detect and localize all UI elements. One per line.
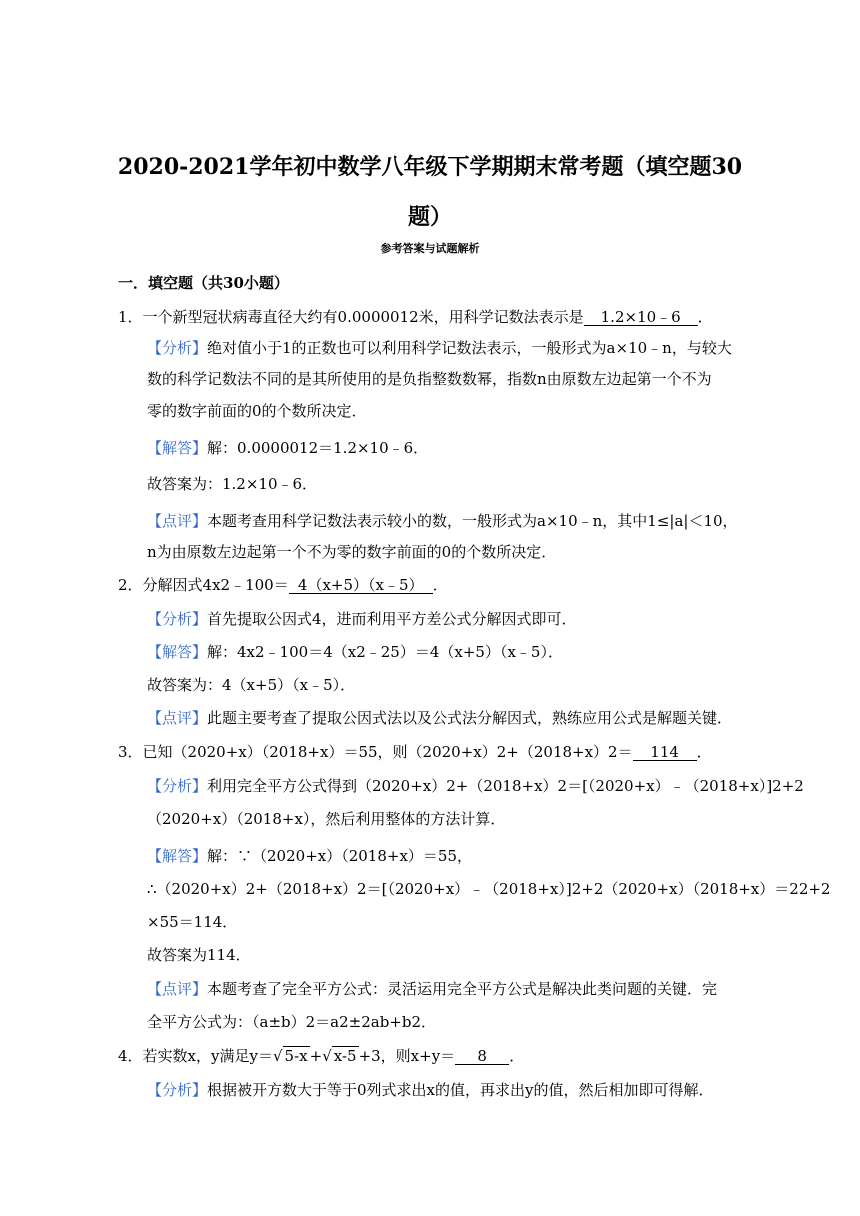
- radicand-2: x-5: [333, 1047, 357, 1065]
- document-subtitle: 参考答案与试题解析: [380, 242, 480, 255]
- q3-comment: [147, 979, 717, 999]
- analysis-tag: 【分析】: [147, 339, 208, 357]
- comment-text: 此题主要考查了提取公因式法以及公式法分解因式，熟练应用公式是解题关键．: [207, 709, 733, 727]
- q1-final-answer: 故答案为：1.2×10﹣6．: [147, 475, 318, 493]
- answer-blank: 8: [455, 1048, 509, 1065]
- comment-tag: 【点评】: [147, 709, 208, 727]
- q2-final-answer: 故答案为：4（x+5）（x﹣5）．: [147, 676, 356, 694]
- radicand-1: 5-x: [284, 1047, 308, 1065]
- question-stem: 已知（2020+x）（2018+x）＝55，则（2020+x）2+（2018+x）2＝: [142, 743, 633, 761]
- analysis-text: 绝对值小于1的正数也可以利用科学记数法表示，一般形式为a×10﹣n，与较大: [207, 339, 732, 357]
- question-4: 4．若实数x，y满足y＝√ 5-x +√ x-5 +3，则x+y＝ 8 ．: [118, 1047, 525, 1065]
- solution-text: 解：4x2﹣100＝4（x2﹣25）＝4（x+5）（x﹣5）．: [207, 643, 563, 661]
- question-stem: 一个新型冠状病毒直径大约有0.0000012米，用科学记数法表示是: [142, 308, 584, 326]
- analysis-tag: 【分析】: [147, 1081, 208, 1099]
- analysis-tag: 【分析】: [147, 610, 208, 628]
- question-stem: 分解因式4x2﹣100＝: [142, 576, 289, 594]
- section-heading: 一．填空题（共30小题）: [118, 274, 289, 292]
- comment-tag: 【点评】: [147, 512, 208, 530]
- q1-solution: [147, 438, 428, 458]
- square-root-2: √ x-5: [322, 1047, 357, 1065]
- q3-final-answer: 故答案为114．: [147, 946, 251, 964]
- q3-solution: [147, 846, 472, 866]
- solution-tag: 【解答】: [147, 847, 208, 865]
- question-3: 3．已知（2020+x）（2018+x）＝55，则（2020+x）2+（2018+x）2＝ 114 ．: [118, 743, 712, 761]
- q3-analysis: [147, 776, 804, 796]
- question-number: 1．: [118, 308, 143, 326]
- analysis-text: 首先提取公因式4，进而利用平方差公式分解因式即可．: [207, 610, 577, 628]
- analysis-text: 利用完全平方公式得到（2020+x）2+（2018+x）2＝[（2020+x）﹣（2018+x）]2+2: [207, 777, 804, 795]
- comment-tag: 【点评】: [147, 980, 208, 998]
- answer-blank: 114: [633, 744, 697, 761]
- q1-analysis-line3: 零的数字前面的0的个数所决定．: [147, 402, 367, 420]
- q2-comment: [147, 708, 732, 728]
- analysis-tag: 【分析】: [147, 777, 208, 795]
- q2-analysis: [147, 609, 577, 629]
- answer-blank: 1.2×10﹣6: [584, 309, 698, 326]
- solution-tag: 【解答】: [147, 643, 208, 661]
- q1-comment: [147, 511, 738, 531]
- solution-text: 解：0.0000012＝1.2×10﹣6．: [207, 439, 429, 457]
- analysis-text: 根据被开方数大于等于0列式求出x的值，再求出y的值，然后相加即可得解．: [207, 1081, 714, 1099]
- q1-comment-line2: n为由原数左边起第一个不为零的数字前面的0的个数所决定．: [147, 543, 557, 561]
- q3-solution-line3: ×55＝114．: [147, 913, 238, 931]
- q1-analysis-line2: 数的科学记数法不同的是其所使用的是负指整数数幂，指数n由原数左边起第一个不为: [147, 370, 712, 388]
- answer-blank: 4（x+5）（x﹣5）: [289, 577, 433, 594]
- solution-text: 解：∵（2020+x）（2018+x）＝55，: [207, 847, 473, 865]
- square-root-1: √ 5-x: [272, 1047, 308, 1065]
- question-2: 2．分解因式4x2﹣100＝ 4（x+5）（x﹣5） ．: [118, 576, 448, 594]
- q4-analysis: [147, 1080, 714, 1100]
- question-number: 3．: [118, 743, 143, 761]
- question-number: 4．: [118, 1047, 143, 1065]
- question-stem-end: +3，则x+y＝: [358, 1047, 456, 1065]
- q1-analysis: [147, 338, 732, 358]
- document-title: 2020-2021学年初中数学八年级下学期期末常考题（填空题30题）: [117, 154, 743, 230]
- solution-tag: 【解答】: [147, 439, 208, 457]
- comment-text: 本题考查了完全平方公式：灵活运用完全平方公式是解决此类问题的关键．完: [207, 980, 718, 998]
- plus-sign: +: [309, 1047, 323, 1065]
- question-stem-start: 若实数x，y满足y＝: [142, 1047, 273, 1065]
- q3-solution-line2: ∴（2020+x）2+（2018+x）2＝[（2020+x）﹣（2018+x）]2+2（2020+x）（2018+x）＝22+2: [147, 880, 831, 898]
- comment-text: 本题考查用科学记数法表示较小的数，一般形式为a×10﹣n，其中1≤|a|＜10，: [207, 512, 738, 530]
- q3-analysis-line2: （2020+x）（2018+x），然后利用整体的方法计算．: [147, 810, 506, 828]
- q2-solution: [147, 642, 563, 662]
- question-1: 1．一个新型冠状病毒直径大约有0.0000012米，用科学记数法表示是 1.2×10﹣6 ．: [118, 308, 713, 326]
- q3-comment-line2: 全平方公式为：（a±b）2＝a2±2ab+b2．: [147, 1013, 437, 1031]
- question-number: 2．: [118, 576, 143, 594]
